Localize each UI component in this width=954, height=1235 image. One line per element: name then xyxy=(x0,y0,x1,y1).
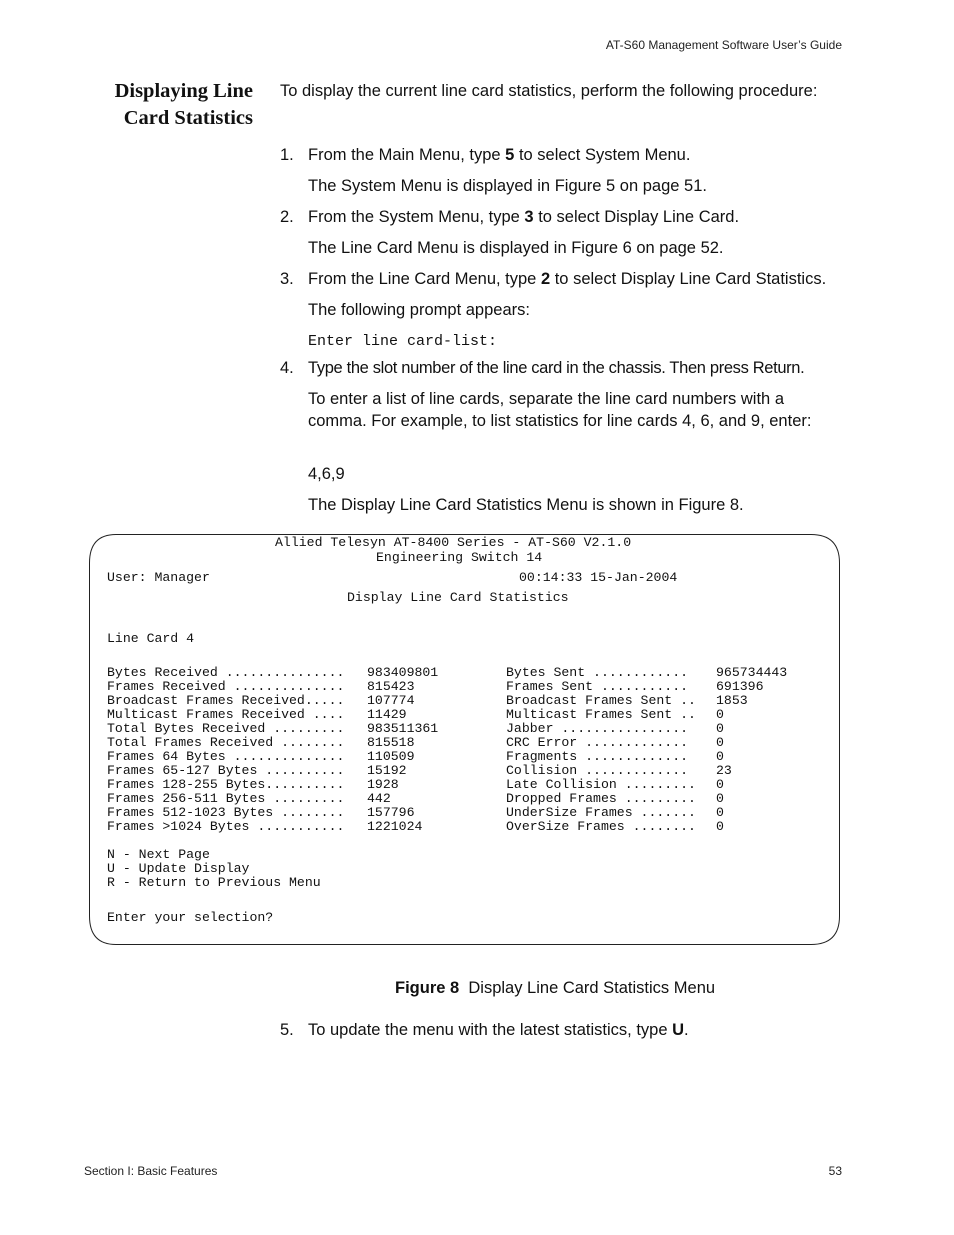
stat-value: 0 xyxy=(716,721,724,736)
terminal-screen xyxy=(89,534,840,945)
stat-row xyxy=(107,750,438,764)
option-next-page: N - Next Page xyxy=(107,847,210,862)
figure-label: Figure 8 xyxy=(395,979,460,997)
stat-value: 815423 xyxy=(367,679,415,694)
stat-row xyxy=(506,764,787,778)
stat-label: Frames 64 Bytes .............. xyxy=(107,749,345,764)
stat-label: Dropped Frames ......... xyxy=(506,791,696,806)
stat-value: 983511361 xyxy=(367,721,439,736)
stat-value: 107774 xyxy=(367,693,415,708)
step-text: Type the slot number of the line card in the chassis. Then press Return. xyxy=(308,359,805,377)
stat-row xyxy=(506,666,787,680)
step-3-note: The following prompt appears: xyxy=(308,301,530,319)
figure-caption xyxy=(395,979,715,998)
stat-label: Frames Sent ........... xyxy=(506,679,689,694)
stat-label: Multicast Frames Sent .. xyxy=(506,707,696,722)
stat-label: Multicast Frames Received .... xyxy=(107,707,345,722)
step-1-note: The System Menu is displayed in Figure 5 on page 51. xyxy=(308,177,707,195)
step-text: From the System Menu, type 3 to select Display Line Card. xyxy=(308,208,740,226)
stat-label: OverSize Frames ........ xyxy=(506,819,696,834)
step-4-note2: The Display Line Card Statistics Menu is shown in Figure 8. xyxy=(308,496,744,514)
stat-row xyxy=(107,680,438,694)
step-text: To update the menu with the latest statistics, type U. xyxy=(308,1021,689,1039)
step-number: 5. xyxy=(280,1021,294,1039)
stat-row xyxy=(107,722,438,736)
stat-value: 1928 xyxy=(367,777,399,792)
screen-line-card: Line Card 4 xyxy=(107,631,195,646)
stat-row xyxy=(506,792,787,806)
stat-row xyxy=(107,736,438,750)
stat-row xyxy=(107,666,438,680)
step-4-note: To enter a list of line cards, separate the line card numbers with a comma. For example, to list statistics for line cards 4, 6, and 9, enter: xyxy=(308,390,812,430)
stat-value: 23 xyxy=(716,763,732,778)
stat-label: CRC Error ............. xyxy=(506,735,689,750)
screen-menu-title: Display Line Card Statistics xyxy=(347,590,569,605)
footer-section: Section I: Basic Features xyxy=(84,1164,218,1178)
step-2-note: The Line Card Menu is displayed in Figure 6 on page 52. xyxy=(308,239,724,257)
option-return: R - Return to Previous Menu xyxy=(107,875,321,890)
stat-row xyxy=(107,694,438,708)
stat-label: Frames 256-511 Bytes ......... xyxy=(107,791,345,806)
screen-subtitle: Engineering Switch 14 xyxy=(376,550,543,565)
stat-label: Broadcast Frames Sent .. xyxy=(506,693,696,708)
section-heading xyxy=(60,78,253,132)
stat-label: Frames 512-1023 Bytes ........ xyxy=(107,805,345,820)
stat-value: 442 xyxy=(367,791,391,806)
stat-value: 0 xyxy=(716,791,724,806)
key-2: 2 xyxy=(540,270,551,288)
step-number: 4. xyxy=(280,359,294,377)
step-number: 3. xyxy=(280,270,294,288)
stat-row xyxy=(506,680,787,694)
screen-title: Allied Telesyn AT-8400 Series - AT-S60 V2.1.0 xyxy=(275,535,632,550)
stat-value: 983409801 xyxy=(367,665,439,680)
stat-label: Collision ............. xyxy=(506,763,689,778)
stat-row xyxy=(107,806,438,820)
page-number: 53 xyxy=(828,1164,842,1178)
stat-row xyxy=(506,722,787,736)
step-number: 1. xyxy=(280,146,294,164)
stat-row xyxy=(107,764,438,778)
stat-label: Fragments ............. xyxy=(506,749,689,764)
stat-label: Frames Received .............. xyxy=(107,679,345,694)
option-update-display: U - Update Display xyxy=(107,861,250,876)
stat-label: UnderSize Frames ....... xyxy=(506,805,696,820)
screen-user: User: Manager xyxy=(107,570,210,585)
key-u: U xyxy=(672,1021,685,1039)
screen-datetime: 00:14:33 15-Jan-2004 xyxy=(519,570,678,585)
stat-row xyxy=(107,792,438,806)
stat-value: 1221024 xyxy=(367,819,423,834)
step-4-example: 4,6,9 xyxy=(308,465,345,483)
intro-paragraph: To display the current line card statistics, perform the following procedure: xyxy=(280,82,818,100)
stat-value: 965734443 xyxy=(716,665,788,680)
step-number: 2. xyxy=(280,208,294,226)
key-3: 3 xyxy=(524,208,534,226)
stat-value: 815518 xyxy=(367,735,415,750)
stat-value: 0 xyxy=(716,805,724,820)
stat-value: 110509 xyxy=(367,749,415,764)
stat-value: 0 xyxy=(716,749,724,764)
stat-value: 0 xyxy=(716,819,724,834)
stat-row xyxy=(107,820,438,834)
stat-row xyxy=(506,820,787,834)
prompt-text: Enter line card-list: xyxy=(308,333,498,350)
stat-value: 0 xyxy=(716,707,724,722)
step-text: From the Main Menu, type 5 to select System Menu. xyxy=(308,146,691,164)
received-stats xyxy=(107,666,438,834)
stat-value: 15192 xyxy=(367,763,407,778)
key-5: 5 xyxy=(505,146,515,164)
stat-label: Frames 65-127 Bytes .......... xyxy=(107,763,345,778)
sent-stats xyxy=(506,666,787,834)
stat-row xyxy=(506,736,787,750)
selection-prompt: Enter your selection? xyxy=(107,910,274,925)
stat-value: 157796 xyxy=(367,805,415,820)
stat-value: 691396 xyxy=(716,679,764,694)
step-text: From the Line Card Menu, type 2 to select Display Line Card Statistics. xyxy=(308,270,827,288)
running-header: AT-S60 Management Software User’s Guide xyxy=(605,38,842,52)
stat-label: Jabber ................ xyxy=(506,721,689,736)
stat-row xyxy=(506,806,787,820)
stat-value: 0 xyxy=(716,735,724,750)
stat-row xyxy=(506,694,787,708)
stat-row xyxy=(107,778,438,792)
stat-value: 11429 xyxy=(367,707,407,722)
stat-label: Total Frames Received ........ xyxy=(107,735,345,750)
stat-label: Total Bytes Received ......... xyxy=(107,721,345,736)
stat-value: 0 xyxy=(716,777,724,792)
stat-row xyxy=(506,750,787,764)
stat-value: 1853 xyxy=(716,693,748,708)
stat-label: Bytes Received ............... xyxy=(107,665,345,680)
stat-label: Broadcast Frames Received..... xyxy=(107,693,345,708)
stat-label: Frames 128-255 Bytes.......... xyxy=(107,777,345,792)
section-heading-line2: Card Statistics xyxy=(123,107,253,129)
stat-row xyxy=(506,778,787,792)
stat-row xyxy=(506,708,787,722)
stat-label: Frames >1024 Bytes ........... xyxy=(107,819,345,834)
stat-label: Bytes Sent ............ xyxy=(506,665,689,680)
figure-caption-text: Display Line Card Statistics Menu xyxy=(468,979,716,997)
stat-label: Late Collision ......... xyxy=(506,777,696,792)
stat-row xyxy=(107,708,438,722)
section-heading-line1: Displaying Line xyxy=(114,80,253,102)
